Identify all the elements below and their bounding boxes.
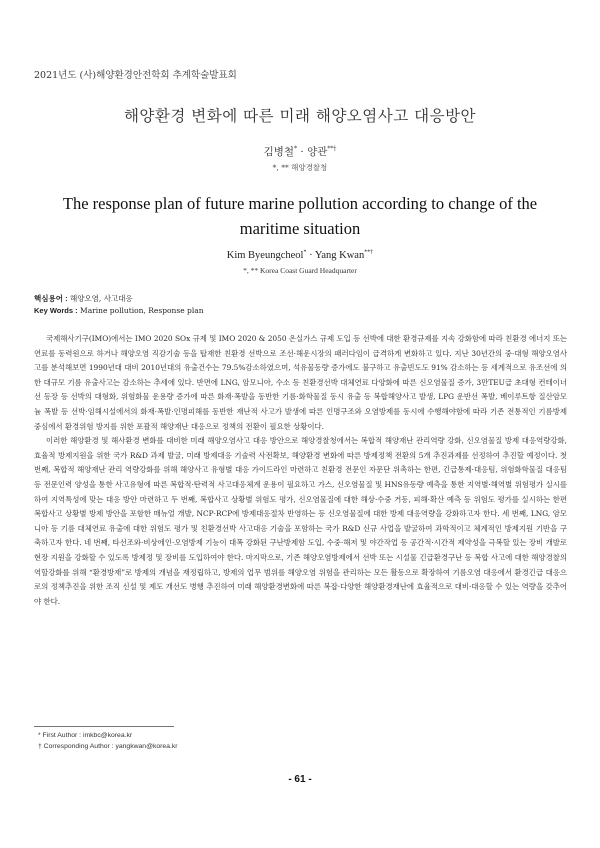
korean-authors — [0, 144, 600, 159]
author-1-en: Kim Byeungcheol — [226, 250, 304, 261]
footnote-corresponding-author — [38, 743, 178, 750]
conference-header: 2021년도 (사)해양환경안전학회 추계학술발표회 — [34, 70, 237, 81]
footnote-text: First Author : imkbc@korea.kr — [42, 732, 133, 739]
keywords-english-value: Marine pollution, Response plan — [77, 306, 204, 315]
author-2-kr: 양관 — [307, 146, 328, 158]
author-separator: · — [297, 146, 308, 158]
author-separator-en: · — [306, 250, 315, 261]
footnote-mark: * — [38, 732, 41, 739]
author-2-en: Yang Kwan — [314, 250, 365, 261]
keywords-english — [34, 306, 204, 315]
paragraph-2: 이러한 해양환경 및 해사환경 변화를 대비한 미래 해양오염사고 대응 방안으로 해양경찰청에서는 복합적 해양재난 관리역량 강화, 신오염물질 방제 대응역량강화, 효율적 방제지원을 위한 국가 R&D 과제 발굴, 미래 방제대응 기술력 사전확보, 해양환경 변화에 따른 방제정책 전환의 5개 추진과제를 선정하여 추진할 예정이다. 첫 번째, 복합적 해양재난 관리 역량강화를 위해 해양사고 유형별 대응 가이드라인 마련하고 친환경 전문인 자문단 위촉하는 한편, 긴급통제·대응팀, 위험화학물질 대응팀 등 전문인력 양성을 통한 사고유형에 따른 복합적·탄력적 사고대응체계 운용이 필요하고 가스, 신오염물질 및 HNS유동량 예측을 통한 지역별·해역별 위험평가 실시를 하여 지역특성에 맞는 대응 방안 마련하고 두 번째, 복합사고 상황별 위험도 평가, 신오염물질에 대한 해상·수중 거동, 피해·확산 예측 등 위험도 평가를 실시하는 한편 복합사고 상황별 방제 방안을 포함한 매뉴얼 개발, NCP·RCP에 방제대응절차 반영하는 등 신오염물질에 대한 방제 대응역량을 강화하고자 한다. 세 번째, LNG, 암모니아 등 기름 대체연료 유출에 대한 위험도 평가 및 친환경선박 사고대응 기술을 포함하는 국가 R&D 신규 사업을 발굴하여 과학적이고 체계적인 방제지원 기반을 구축하고자 한다. 네 번째, 타선조와·비상에인·오염방제 기능이 대폭 강화된 구난방제함 도입, 수중·해저 및 야간작업 등 공간적·시간적 제약성을 극복할 있는 장비 개발로 현장 지원을 강화할 수 있도록 방제정 및 장비를 도입하여야 한다. 마지막으로, 기존 해양오염방제에서 선박 또는 시설물 긴급환경구난 등 복합 사고에 대한 해양경찰의 역할강화를 위해 “환경방재”로 방제의 개념을 재정립하고, 방제의 업무 범위를 해양오염 위험을 관리하는 모든 활동으로 확장하여 기름오염 대응에서 환경긴급 대응으로의 정책추진을 위한 조직 신설 및 제도 개선도 병행 추진하여 미래 해양환경변화에 따른 복잡·다양한 해양환경재난에 효율적으로 대비·대응할 수 있는 역량을 갖추어야 한다. — [34, 436, 567, 606]
page-number: - 61 - — [288, 774, 312, 785]
keywords-korean-value: 해양오염, 사고대응 — [67, 294, 133, 303]
keywords-english-label: Key Words : — [34, 306, 78, 315]
author-1-kr-mark: * — [294, 145, 298, 153]
english-affiliation: *, ** Korea Coast Guard Headquarter — [243, 266, 357, 275]
korean-affiliation: *, ** 해양경찰청 — [272, 163, 328, 172]
author-2-kr-mark: **† — [327, 145, 337, 153]
footnote-text: Corresponding Author : yangkwan@korea.kr — [43, 743, 178, 750]
english-title: The response plan of future marine pollution according to change of the maritime situation — [62, 194, 538, 238]
keywords-korean — [34, 293, 133, 304]
author-1-en-mark: * — [303, 249, 307, 256]
keywords-korean-label: 핵심용어 : — [34, 294, 68, 303]
korean-title: 해양환경 변화에 따른 미래 해양오염사고 대응방안 — [123, 107, 477, 125]
footnote-divider — [34, 726, 174, 727]
author-1-kr: 김병철 — [263, 146, 295, 158]
english-authors — [0, 250, 600, 261]
author-2-en-mark: **† — [364, 249, 374, 256]
abstract-body — [34, 332, 567, 609]
paragraph-1: 국제해사기구(IMO)에서는 IMO 2020 SOx 규제 및 IMO 2020 & 2050 온실가스 규제 도입 등 선박에 대한 환경규제를 지속 강화함에 따라 친환경 에너지 또는 연료를 동력원으로 하거나 해양오염 직감기술 등을 탑재한 친환경 선박으로 조선·해운시장의 패러다임이 급격하게 변화하고 있다. 지난 30년간의 중·대형 해양오염사고를 분석해보면 1990년대 대비 2010년대의 유출건수는 79.5%감소하였으며, 석유물동량 증가에도 불구하고 유출빈도도 91% 감소하는 등 세계적으로 유조선에 의한 대규모 기름 유출사고는 감소하는 추세에 있다. 반면에 LNG, 암모니아, 수소 등 친환경선박 대체연료 다양화에 따른 신오염물질 증가, 3만TEU급 초대형 컨테이너선 등장 등 선박의 대형화, 위험화물 운용량 증가에 따른 화재·폭발을 동반한 기름·화학물질 동시 유출 등 복합해양사고 발생, LPG 운반선 폭발, 베이루트항 질산암모늄 폭발 등 선박·임해시설에서의 화재·폭발·인명피해를 동반한 재난적 사고가 발생에 따른 인명구조와 오염방제를 동시에 수행해야함에 따라 기존 전통적인 기름방제 중심에서 환경위험 방지를 위한 포괄적 해양재난 대응으로 정책의 전환이 필요한 상황이다. — [34, 334, 567, 431]
footnote-first-author — [38, 732, 132, 739]
footnote-mark: † — [38, 743, 42, 750]
